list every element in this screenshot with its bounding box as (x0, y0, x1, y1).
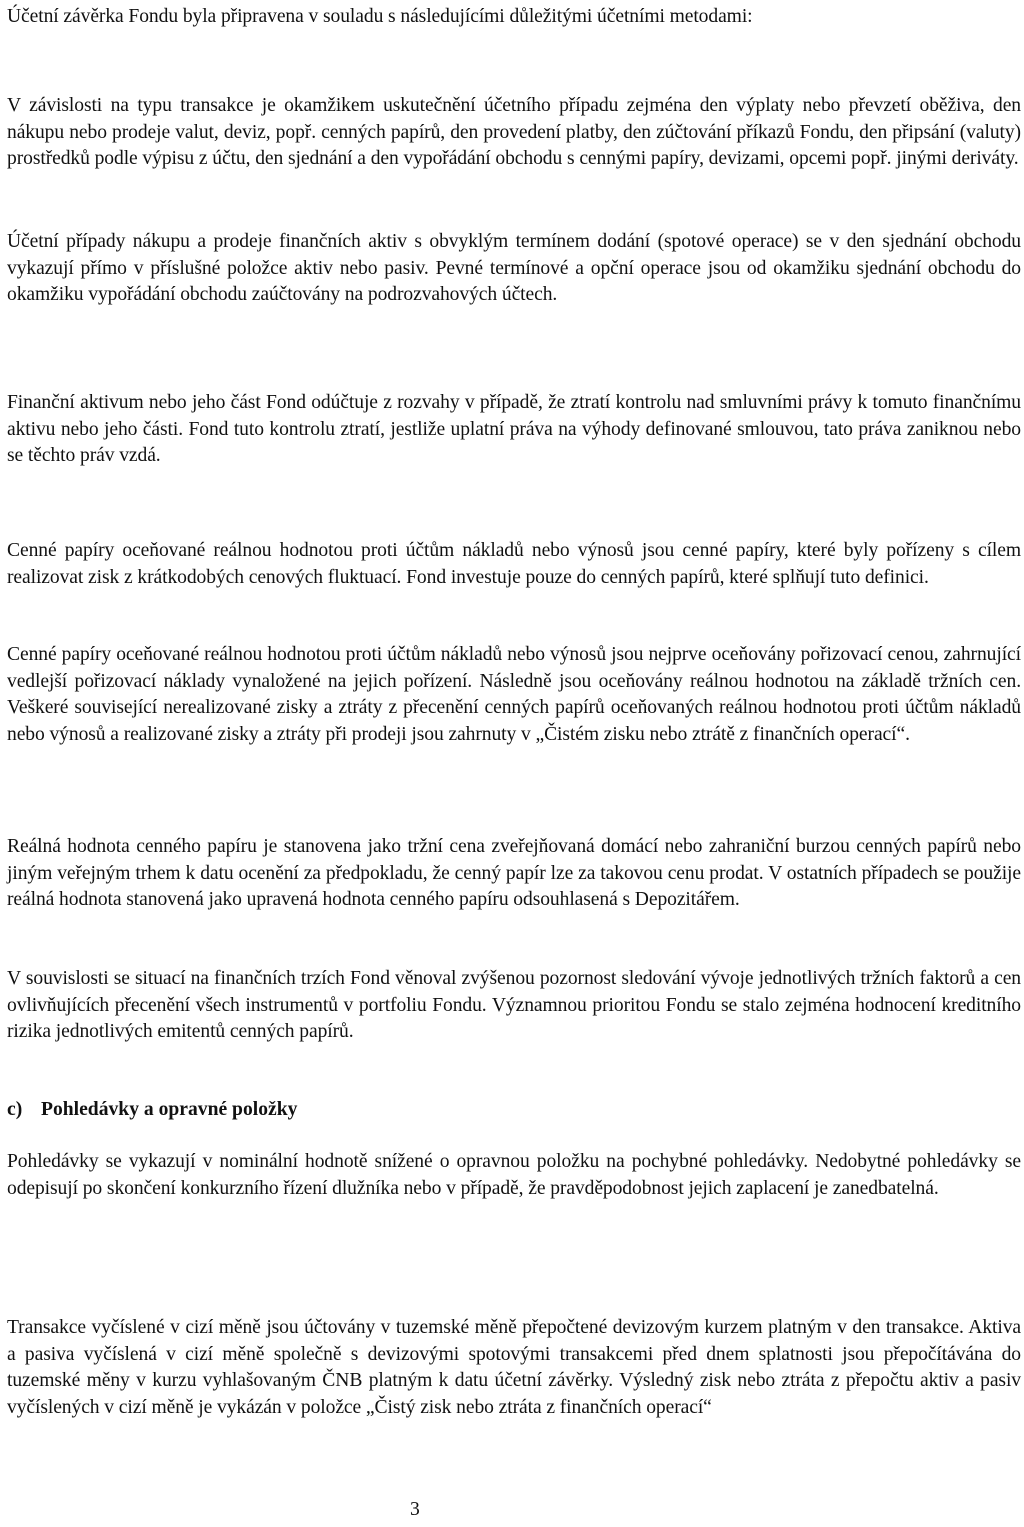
paragraph-receivables: Pohledávky se vykazují v nominální hodnotě snížené o opravnou položku na pochybné pohledávky. Nedobytné pohledávky se odepisují po skončení konkurzního řízení dlužníka nebo v případě, že pravděpodobnost jejich zaplacení je zanedbatelná. (7, 1151, 1021, 1199)
paragraph-spot-operations: Účetní případy nákupu a prodeje finančních aktiv s obvyklým termínem dodání (spotové operace) se v den sjednání obchodu vykazují přímo v příslušné položce aktiv nebo pasiv. Pevné termínové a opční operace jsou od okamžiku sjednání obchodu do okamžiku vypořádání obchodu zaúčtovány na podrozvahových účtech. (7, 231, 1021, 305)
page-number: 3 (410, 1499, 420, 1520)
paragraph-derecognition: Finanční aktivum nebo jeho část Fond odúčtuje z rozvahy v případě, že ztratí kontrolu nad smluvními právy k tomuto finančnímu aktivu nebo jeho části. Fond tuto kontrolu ztratí, jestliže uplatní práva na výhody definované smlouvou, tato práva zaniknou nebo se těchto práv vzdá. (7, 392, 1021, 466)
paragraph-securities-valuation: Cenné papíry oceňované reálnou hodnotou proti účtům nákladů nebo výnosů jsou nejprve oceňovány pořizovací cenou, zahrnující vedlejší pořizovací náklady vynaložené na jejich pořízení. Následně jsou oceňovány reálnou hodnotou na základě tržních cen. Veškeré související nerealizované zisky a ztráty z přecenění cenných papírů oceňovaných reálnou hodnotou proti účtům nákladů nebo výnosů a realizované zisky a ztráty při prodeji jsou zahrnuty v „Čistém zisku nebo ztrátě z finančních operací“. (7, 644, 1021, 745)
section-title: Pohledávky a opravné položky (41, 1099, 298, 1120)
paragraph-securities-definition: Cenné papíry oceňované reálnou hodnotou proti účtům nákladů nebo výnosů jsou cenné papíry, které byly pořízeny s cílem realizovat zisk z krátkodobých cenových fluktuací. Fond investuje pouze do cenných papírů, které splňují tuto definici. (7, 540, 1021, 588)
intro-paragraph: Účetní závěrka Fondu byla připravena v souladu s následujícími důležitými účetními metodami: (7, 6, 753, 27)
section-heading-receivables (7, 1097, 297, 1124)
section-marker: c) (7, 1099, 23, 1120)
paragraph-market-situation: V souvislosti se situací na finančních trzích Fond věnoval zvýšenou pozornost sledování vývoje jednotlivých tržních faktorů a cen ovlivňujících přecenění všech instrumentů v portfoliu Fondu. Významnou prioritou Fondu se stalo zejména hodnocení kreditního rizika jednotlivých emitentů cenných papírů. (7, 968, 1021, 1042)
paragraph-foreign-currency: Transakce vyčíslené v cizí měně jsou účtovány v tuzemské měně přepočtené devizovým kurzem platným v den transakce. Aktiva a pasiva vyčíslená v cizí měně společně s devizovými spotovými transakcemi před dnem splatnosti jsou přepočítávána do tuzemské měny v kurzu vyhlašovaným ČNB platným k datu účetní závěrky. Výsledný zisk nebo ztráta z přepočtu aktiv a pasiv vyčíslených v cizí měně je vykázán v položce „Čistý zisk nebo ztráta z finančních operací“ (7, 1317, 1021, 1418)
paragraph-transaction-date: V závislosti na typu transakce je okamžikem uskutečnění účetního případu zejména den výplaty nebo převzetí oběživa, den nákupu nebo prodeje valut, deviz, popř. cenných papírů, den provedení platby, den zúčtování příkazů Fondu, den připsání (valuty) prostředků podle výpisu z účtu, den sjednání a den vypořádání obchodu s cennými papíry, devizami, opcemi popř. jinými deriváty. (7, 95, 1021, 169)
paragraph-fair-value: Reálná hodnota cenného papíru je stanovena jako tržní cena zveřejňovaná domácí nebo zahraniční burzou cenných papírů nebo jiným veřejným trhem k datu ocenění za předpokladu, že cenný papír lze za takovou cenu prodat. V ostatních případech se použije reálná hodnota stanovená jako upravená hodnota cenného papíru odsouhlasená s Depozitářem. (7, 836, 1021, 910)
